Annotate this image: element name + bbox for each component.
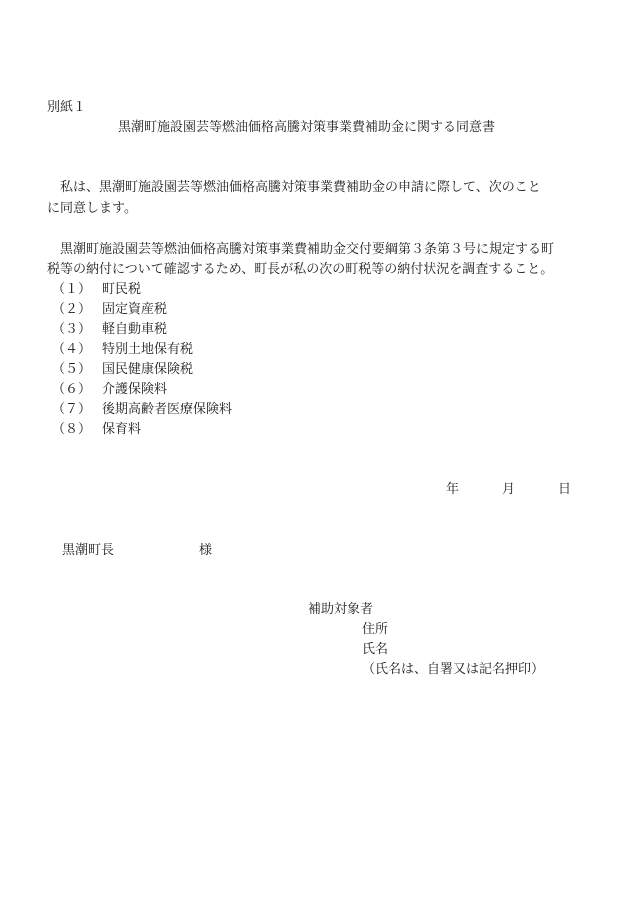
name-label: 氏名 (362, 642, 389, 657)
signature-note: （氏名は、自署又は記名押印） (362, 662, 545, 677)
date-day: 日 (558, 482, 572, 497)
applicant-heading: 補助対象者 (308, 602, 374, 617)
paragraph-1-line-2: に同意します。 (47, 201, 137, 216)
date-month: 月 (502, 482, 516, 497)
list-item: （３） 軽自動車税 (52, 322, 168, 337)
address-label: 住所 (362, 622, 389, 637)
list-item: （４） 特別土地保有税 (52, 342, 194, 357)
paragraph-1-line-1: 私は、黒潮町施設園芸等燃油価格高騰対策事業費補助金の申請に際して、次のこと (47, 180, 541, 195)
paragraph-2-line-1: 黒潮町施設園芸等燃油価格高騰対策事業費補助金交付要綱第３条第３号に規定する町 (47, 242, 555, 257)
list-item: （５） 国民健康保険税 (52, 362, 194, 377)
list-item: （７） 後期高齢者医療保険料 (52, 402, 233, 417)
attachment-label: 別紙１ (47, 100, 87, 115)
paragraph-2-line-2: 税等の納付について確認するため、町長が私の次の町税等の納付状況を調査すること。 (47, 262, 554, 277)
list-item: （１） 町民税 (52, 282, 142, 297)
date-year: 年 (446, 482, 460, 497)
document-title: 黒潮町施設園芸等燃油価格高騰対策事業費補助金に関する同意書 (118, 120, 496, 135)
addressee-name: 黒潮町長 (62, 543, 115, 558)
list-item: （２） 固定資産税 (52, 302, 168, 317)
list-item: （８） 保育料 (52, 422, 142, 437)
addressee-honorific: 様 (199, 543, 213, 558)
list-item: （６） 介護保険料 (52, 382, 168, 397)
